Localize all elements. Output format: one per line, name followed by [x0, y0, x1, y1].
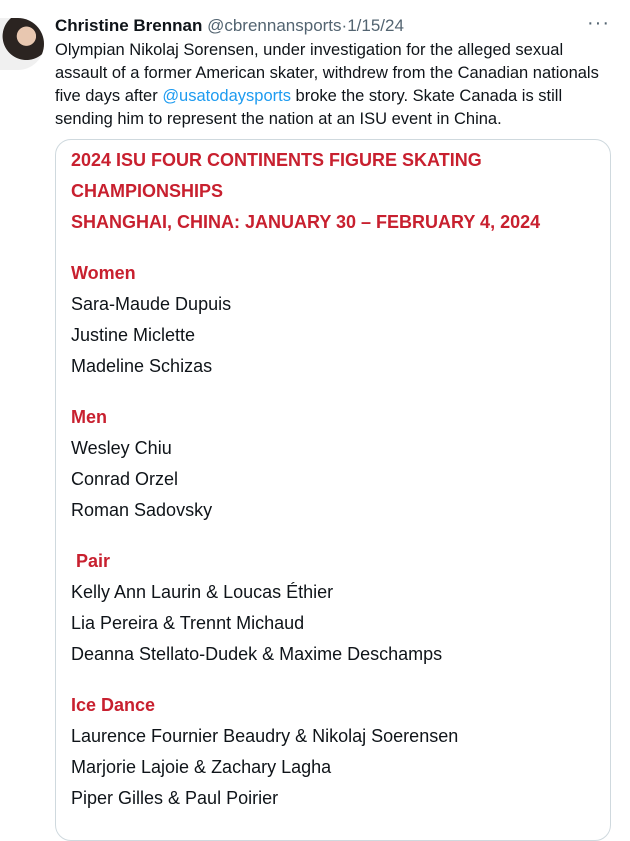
- section-heading-ice-dance: Ice Dance: [71, 695, 156, 715]
- list-item: Justine Miclette: [71, 325, 196, 345]
- list-item: Sara-Maude Dupuis: [71, 294, 232, 314]
- more-options-icon[interactable]: ···: [587, 12, 610, 34]
- card-subtitle: SHANGHAI, CHINA: JANUARY 30 – FEBRUARY 4, 2024: [71, 212, 541, 232]
- list-item: Roman Sadovsky: [71, 500, 213, 520]
- tweet-date[interactable]: 1/15/24: [347, 16, 404, 35]
- list-item: Piper Gilles & Paul Poirier: [71, 788, 279, 808]
- card-content: [71, 145, 600, 814]
- avatar[interactable]: [0, 18, 44, 70]
- list-item: Marjorie Lajoie & Zachary Lagha: [71, 757, 332, 777]
- card-title-line: 2024 ISU FOUR CONTINENTS FIGURE SKATING: [71, 150, 482, 170]
- author-handle[interactable]: @cbrennansports: [207, 16, 342, 35]
- list-item: Madeline Schizas: [71, 356, 213, 376]
- list-item: Laurence Fournier Beaudry & Nikolaj Soerensen: [71, 726, 459, 746]
- section-heading-pair: Pair: [76, 551, 111, 571]
- tweet-text: [55, 39, 615, 131]
- author-name[interactable]: Christine Brennan: [55, 16, 203, 35]
- section-heading-women: Women: [71, 263, 136, 283]
- attached-image-card[interactable]: [55, 139, 611, 841]
- section-heading-men: Men: [71, 407, 107, 427]
- list-item: Wesley Chiu: [71, 438, 172, 458]
- list-item: Deanna Stellato-Dudek & Maxime Deschamps: [71, 644, 443, 664]
- list-item: Conrad Orzel: [71, 469, 179, 489]
- tweet-text-part-1: Olympian Nikolaj Sorensen, under investigation for the alleged sexual assault of a former American skater, withdrew from the Canadian nationals five days after: [55, 41, 599, 105]
- mention-link[interactable]: @usatodaysports: [162, 87, 291, 105]
- card-title-line: CHAMPIONSHIPS: [71, 181, 224, 201]
- list-item: Kelly Ann Laurin & Loucas Éthier: [71, 582, 334, 602]
- tweet-text-part-2: broke the story. Skate Canada is still sending him to represent the nation at an ISU event in China.: [55, 87, 563, 128]
- tweet-header: [55, 14, 610, 38]
- list-item: Lia Pereira & Trennt Michaud: [71, 613, 305, 633]
- separator-dot: ·: [341, 16, 348, 35]
